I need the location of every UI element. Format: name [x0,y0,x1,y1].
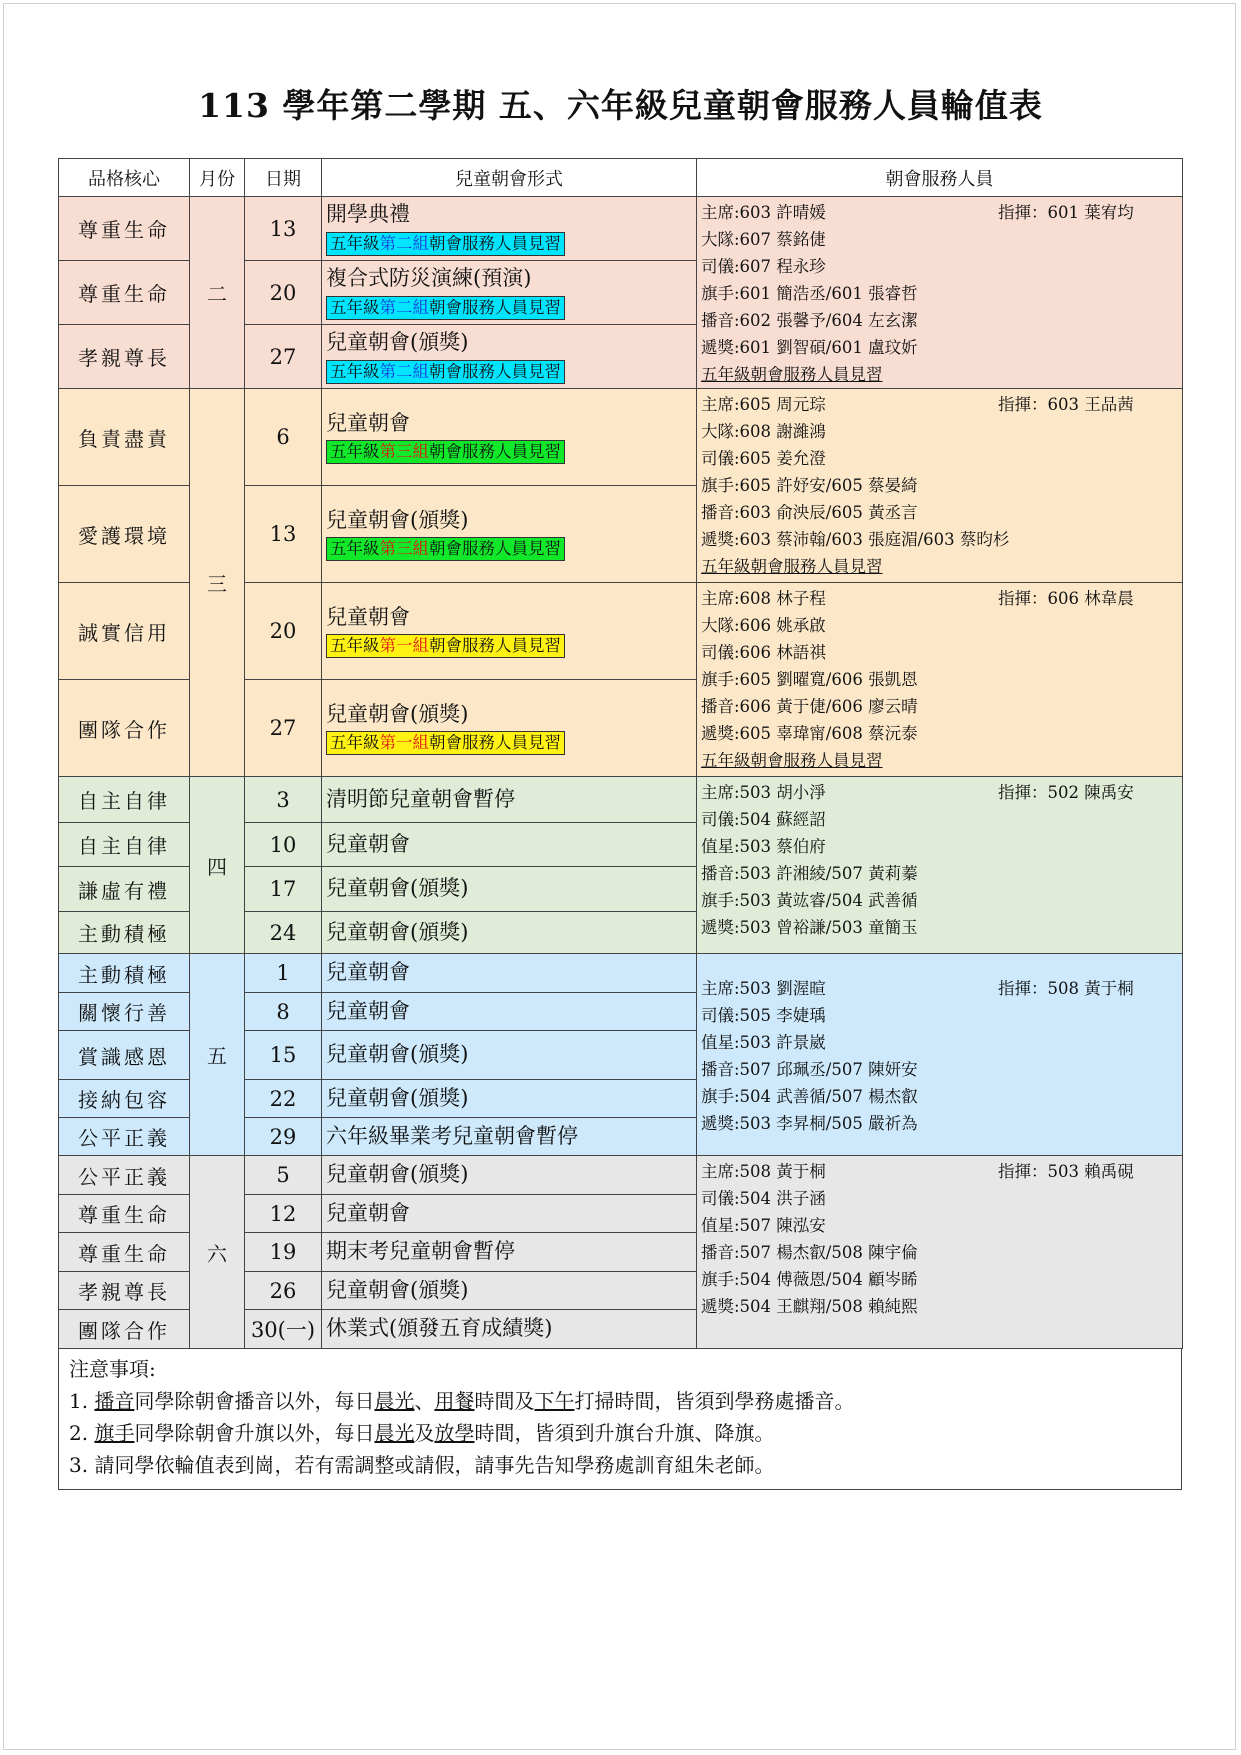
staff-line: 司儀:605 姜允澄 [701,449,826,468]
virtue-cell: 賞識感恩 [59,1031,190,1080]
note-text: 請同學依輪值表到崗，若有需調整或請假，請事先告知學務處訓育組朱老師。 [94,1453,775,1477]
form-cell [322,197,697,261]
badge-text: 朝會服務人員見習 [429,297,561,317]
note-keyword: 晨光 [374,1421,415,1445]
staff-line: 大隊:606 姚承啟 [701,616,826,635]
virtue-cell: 愛護環境 [59,486,190,583]
header-form: 兒童朝會形式 [322,159,697,197]
note-text: 同學除朝會升旗以外，每日 [134,1421,375,1445]
virtue-cell: 尊重生命 [59,1233,190,1272]
virtue-cell: 主動積極 [59,954,190,993]
staff-line: 播音:503 許湘綾/507 黃莉蓁 [701,864,918,883]
virtue-cell: 團隊合作 [59,680,190,777]
form-cell: 兒童朝會(頒獎) [322,867,697,912]
form-cell [322,389,697,486]
staff-cell-feb [697,197,1183,389]
page-title: 113 學年第二學期 五、六年級兒童朝會服務人員輪值表 [198,86,1043,125]
form-cell [322,680,697,777]
month-cell: 六 [190,1156,245,1349]
virtue-cell: 誠實信用 [59,583,190,680]
staff-conductor: 指揮：508 黃于桐 [998,978,1134,998]
form-cell: 兒童朝會(頒獎) [322,1156,697,1195]
table-row [59,954,1183,993]
form-cell: 兒童朝會 [322,1195,697,1233]
observer-badge [326,296,565,320]
staff-conductor: 指揮：603 王品茜 [998,395,1134,414]
form-cell: 清明節兒童朝會暫停 [322,777,697,823]
day-cell: 13 [245,197,322,261]
badge-grade: 五年級 [330,361,380,381]
staff-line: 遞獎:503 曾裕謙/503 童簡玉 [701,918,918,937]
staff-line: 旗手:605 劉曜寬/606 張凱恩 [701,670,918,689]
badge-grade: 五年級 [330,442,380,461]
note-item-1 [69,1385,1171,1417]
day-cell: 20 [245,261,322,325]
observer-badge [326,360,565,384]
table-row [59,389,1183,486]
staff-line: 遞獎:603 蔡沛翰/603 張庭湄/603 蔡昀杉 [701,530,1010,549]
staff-conductor: 指揮：606 林韋晨 [998,589,1134,608]
staff-chair: 主席:508 黃于桐 [701,1162,826,1181]
day-cell: 24 [245,912,322,954]
staff-line: 遞獎:503 李昇桐/505 嚴祈為 [701,1113,918,1133]
staff-chair: 主席:503 劉渥暄 [701,978,826,998]
form-text: 兒童朝會 [326,410,410,435]
staff-line: 旗手:504 傅薇恩/504 顧岑睎 [701,1270,918,1289]
staff-line: 播音:606 黃于倢/606 廖云晴 [701,697,918,716]
note-text: 時間及 [474,1389,535,1413]
staff-line: 旗手:601 簡浩丞/601 張睿哲 [701,284,918,303]
badge-grade: 五年級 [330,733,380,752]
badge-group: 第一組 [379,733,429,752]
note-number: 3. [69,1453,89,1477]
notes-box [58,1349,1182,1490]
staff-line: 大隊:608 謝濰鴻 [701,422,826,441]
badge-group: 第二組 [379,233,429,253]
badge-text: 朝會服務人員見習 [429,733,561,752]
note-keyword: 晨光 [374,1389,415,1413]
staff-conductor: 指揮：502 陳禹安 [998,783,1134,802]
badge-text: 朝會服務人員見習 [429,233,561,253]
form-text: 兒童朝會 [326,604,410,629]
badge-grade: 五年級 [330,539,380,558]
month-cell: 四 [190,777,245,954]
day-cell: 10 [245,823,322,867]
staff-observer-note: 五年級朝會服務人員見習 [701,557,883,576]
staff-line: 值星:503 許景崴 [701,1032,826,1052]
virtue-cell: 負責盡責 [59,389,190,486]
form-cell: 兒童朝會(頒獎) [322,1080,697,1118]
month-cell: 五 [190,954,245,1156]
observer-badge [326,232,565,256]
note-text: 時間，皆須到升旗台升旗、降旗。 [474,1421,775,1445]
badge-text: 朝會服務人員見習 [429,539,561,558]
staff-line: 播音:507 楊杰叡/508 陳宇倫 [701,1243,918,1262]
staff-chair: 主席:503 胡小淨 [701,783,826,802]
table-row [59,197,1183,261]
form-cell: 六年級畢業考兒童朝會暫停 [322,1118,697,1156]
form-cell [322,583,697,680]
note-item-3 [69,1449,1171,1481]
form-cell [322,261,697,325]
staff-line: 遞獎:601 劉智碩/601 盧玟妡 [701,338,918,357]
day-cell: 1 [245,954,322,993]
note-keyword: 下午 [534,1389,575,1413]
notes-heading: 注意事項: [69,1357,156,1381]
virtue-cell: 關懷行善 [59,993,190,1031]
form-cell: 兒童朝會(頒獎) [322,1272,697,1310]
staff-cell-mar-a [697,389,1183,583]
staff-line: 旗手:504 武善循/507 楊杰叡 [701,1086,918,1106]
roster-table [58,158,1183,1349]
observer-badge [326,440,565,464]
note-keyword: 旗手 [94,1421,135,1445]
day-cell: 6 [245,389,322,486]
badge-group: 第三組 [379,442,429,461]
staff-line: 遞獎:605 辜瑋甯/608 蔡沅泰 [701,724,918,743]
virtue-cell: 公平正義 [59,1156,190,1195]
staff-line: 值星:507 陳泓安 [701,1216,826,1235]
observer-badge [326,731,565,755]
header-month: 月份 [190,159,245,197]
staff-line: 司儀:607 程永珍 [701,257,826,276]
staff-line: 播音:507 邱珮丞/507 陳妍安 [701,1059,918,1079]
day-cell: 8 [245,993,322,1031]
staff-line: 司儀:504 蘇經詔 [701,810,826,829]
badge-text: 朝會服務人員見習 [429,636,561,655]
virtue-cell: 主動積極 [59,912,190,954]
virtue-cell: 孝親尊長 [59,1272,190,1310]
day-cell: 3 [245,777,322,823]
note-text: 及 [414,1421,435,1445]
day-cell: 22 [245,1080,322,1118]
badge-grade: 五年級 [330,636,380,655]
staff-conductor: 指揮：503 賴禹硯 [998,1162,1134,1181]
staff-line: 遞獎:504 王麒翔/508 賴純熙 [701,1297,918,1316]
staff-chair: 主席:605 周元琮 [701,395,826,414]
virtue-cell: 公平正義 [59,1118,190,1156]
staff-cell-jun [697,1156,1183,1349]
notes-section [58,1349,1182,1490]
table-row [59,1156,1183,1195]
month-cell: 二 [190,197,245,389]
form-text: 兒童朝會(頒獎) [326,701,469,726]
staff-line: 旗手:605 許妤安/605 蔡晏綺 [701,476,918,495]
note-number: 1. [69,1389,89,1413]
header-staff: 朝會服務人員 [697,159,1183,197]
badge-group: 第二組 [379,361,429,381]
badge-text: 朝會服務人員見習 [429,361,561,381]
note-text: 、 [414,1389,435,1413]
form-cell: 期末考兒童朝會暫停 [322,1233,697,1272]
observer-badge [326,634,565,658]
table-row [59,777,1183,823]
note-keyword: 播音 [94,1389,135,1413]
note-text: 打掃時間，皆須到學務處播音。 [574,1389,855,1413]
badge-group: 第一組 [379,636,429,655]
note-number: 2. [69,1421,89,1445]
staff-line: 播音:603 俞泱辰/605 黃丞言 [701,503,918,522]
virtue-cell: 接納包容 [59,1080,190,1118]
observer-badge [326,537,565,561]
day-cell: 17 [245,867,322,912]
note-text: 同學除朝會播音以外，每日 [134,1389,375,1413]
day-cell: 27 [245,680,322,777]
note-item-2 [69,1417,1171,1449]
form-text: 複合式防災演練(預演) [326,266,532,291]
form-cell [322,325,697,389]
badge-grade: 五年級 [330,297,380,317]
virtue-cell: 尊重生命 [59,1195,190,1233]
badge-grade: 五年級 [330,233,380,253]
staff-chair: 主席:608 林子程 [701,589,826,608]
staff-observer-note: 五年級朝會服務人員見習 [701,751,883,770]
note-keyword: 放學 [434,1421,475,1445]
virtue-cell: 自主自律 [59,777,190,823]
badge-group: 第二組 [379,297,429,317]
day-cell: 26 [245,1272,322,1310]
badge-group: 第三組 [379,539,429,558]
virtue-cell: 孝親尊長 [59,325,190,389]
day-cell: 27 [245,325,322,389]
staff-observer-note: 五年級朝會服務人員見習 [701,365,883,384]
staff-line: 大隊:607 蔡銘倢 [701,230,826,249]
staff-cell-mar-b [697,583,1183,777]
header-virtue: 品格核心 [59,159,190,197]
header-day: 日期 [245,159,322,197]
staff-conductor: 指揮：601 葉宥均 [998,203,1134,222]
day-cell: 29 [245,1118,322,1156]
form-cell [322,486,697,583]
virtue-cell: 尊重生命 [59,197,190,261]
header-row [59,159,1183,197]
staff-chair: 主席:603 許晴媛 [701,203,826,222]
form-cell: 兒童朝會(頒獎) [322,1031,697,1080]
form-cell: 休業式(頒發五育成績獎) [322,1310,697,1349]
staff-cell-may [697,954,1183,1156]
month-cell: 三 [190,389,245,777]
badge-text: 朝會服務人員見習 [429,442,561,461]
day-cell: 30(一) [245,1310,322,1349]
day-cell: 19 [245,1233,322,1272]
staff-line: 播音:602 張馨予/604 左玄潔 [701,311,918,330]
day-cell: 13 [245,486,322,583]
virtue-cell: 謙虛有禮 [59,867,190,912]
staff-line: 司儀:505 李婕瑀 [701,1005,826,1025]
form-cell: 兒童朝會 [322,823,697,867]
note-keyword: 用餐 [434,1389,475,1413]
virtue-cell: 尊重生命 [59,261,190,325]
day-cell: 12 [245,1195,322,1233]
staff-line: 司儀:606 林語祺 [701,643,826,662]
staff-line: 司儀:504 洪子涵 [701,1189,826,1208]
form-text: 兒童朝會(頒獎) [326,507,469,532]
form-text: 開學典禮 [326,202,410,227]
day-cell: 5 [245,1156,322,1195]
staff-line: 值星:503 蔡伯府 [701,837,826,856]
virtue-cell: 自主自律 [59,823,190,867]
form-cell: 兒童朝會(頒獎) [322,912,697,954]
day-cell: 15 [245,1031,322,1080]
form-cell: 兒童朝會 [322,993,697,1031]
staff-line: 旗手:503 黃竑睿/504 武善循 [701,891,918,910]
day-cell: 20 [245,583,322,680]
virtue-cell: 團隊合作 [59,1310,190,1349]
form-cell: 兒童朝會 [322,954,697,993]
staff-cell-apr [697,777,1183,954]
form-text: 兒童朝會(頒獎) [326,330,469,355]
